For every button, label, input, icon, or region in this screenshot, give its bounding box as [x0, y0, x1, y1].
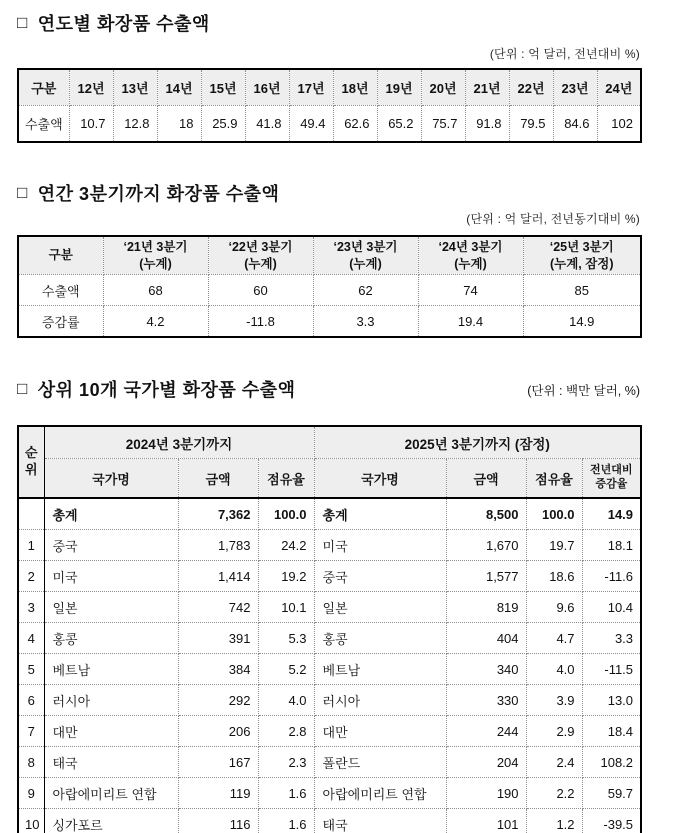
yoy-change: 59.7: [582, 778, 641, 809]
country-2025: 러시아: [314, 685, 446, 716]
yoy-change: -39.5: [582, 809, 641, 833]
amount-2024: 1,414: [178, 561, 258, 592]
share-2025: 4.0: [526, 654, 582, 685]
amount-2025: 1,577: [446, 561, 526, 592]
share-2024: 2.3: [258, 747, 314, 778]
col-header: 23년: [553, 69, 597, 106]
export-value: 62.6: [333, 106, 377, 143]
section-top10-countries: [17, 376, 640, 833]
square-bullet-icon: □: [17, 182, 28, 202]
section1-title: 연도별 화장품 수출액: [37, 14, 210, 34]
amount-2025: 340: [446, 654, 526, 685]
col-header-line1: ‘23년 3분기: [333, 240, 398, 255]
row-label: 수출액: [18, 275, 103, 306]
amount-2025: 244: [446, 716, 526, 747]
share-2025: 3.9: [526, 685, 582, 716]
section1-unit-note: (단위 : 억 달러, 전년대비 %): [489, 47, 640, 61]
share-2024: 24.2: [258, 530, 314, 561]
table-row: [18, 778, 641, 809]
share-2025: 18.6: [526, 561, 582, 592]
section3-title-row: [17, 376, 640, 402]
share-2025: 100.0: [526, 498, 582, 530]
export-value: 10.7: [69, 106, 113, 143]
rank-cell: 8: [18, 747, 44, 778]
col-header: 21년: [465, 69, 509, 106]
amount-2025: 404: [446, 623, 526, 654]
country-2024: 중국: [44, 530, 178, 561]
col-header: 19년: [377, 69, 421, 106]
country-2025: 총계: [314, 498, 446, 530]
col-header: 14년: [157, 69, 201, 106]
amount-2024: 1,783: [178, 530, 258, 561]
export-value: 75.7: [421, 106, 465, 143]
col-header: 16년: [245, 69, 289, 106]
q3-header-row: [18, 236, 641, 275]
section2-title-row: [17, 180, 640, 206]
col-header: [208, 236, 313, 275]
export-value: 85: [523, 275, 641, 306]
share-2024: 10.1: [258, 592, 314, 623]
export-value: 12.8: [113, 106, 157, 143]
rank-cell: 4: [18, 623, 44, 654]
export-value: 91.8: [465, 106, 509, 143]
q3-cumulative-table: [17, 235, 642, 338]
yoy-header-line2: 증감율: [595, 478, 628, 490]
corner-header: 구분: [18, 236, 103, 275]
share-2025: 1.2: [526, 809, 582, 833]
export-value: 74: [418, 275, 523, 306]
col-header: 24년: [597, 69, 641, 106]
yoy-change: 10.4: [582, 592, 641, 623]
export-value: 68: [103, 275, 208, 306]
section2-unit-note: (단위 : 억 달러, 전년동기대비 %): [466, 212, 640, 226]
col-header-line1: ‘22년 3분기: [228, 240, 293, 255]
col-header: 12년: [69, 69, 113, 106]
annual-exports-table: [17, 68, 642, 143]
section3-title: 상위 10개 국가별 화장품 수출액: [37, 380, 296, 400]
col-header-yoy-change: [582, 459, 641, 499]
amount-2025: 819: [446, 592, 526, 623]
yoy-change: -11.6: [582, 561, 641, 592]
rank-cell: 7: [18, 716, 44, 747]
col-header: 17년: [289, 69, 333, 106]
col-header: 18년: [333, 69, 377, 106]
table-row: [18, 654, 641, 685]
group-header-2025: 2025년 3분기까지 (잠정): [314, 426, 641, 459]
amount-2024: 391: [178, 623, 258, 654]
section-annual-exports: [17, 10, 640, 143]
yoy-change: 3.3: [582, 623, 641, 654]
share-2024: 2.8: [258, 716, 314, 747]
q3-export-row: [18, 275, 641, 306]
amount-2024: 167: [178, 747, 258, 778]
square-bullet-icon: □: [17, 378, 28, 398]
rank-header: [18, 426, 44, 498]
rank-header-line1: 순: [25, 445, 38, 461]
col-header-line2: (누계): [139, 256, 172, 271]
amount-2025: 1,670: [446, 530, 526, 561]
col-header-share-2025: 점유율: [526, 459, 582, 499]
top10-countries-table: [17, 425, 642, 833]
amount-2024: 206: [178, 716, 258, 747]
country-2024: 베트남: [44, 654, 178, 685]
group-header-2024: 2024년 3분기까지: [44, 426, 314, 459]
share-2024: 1.6: [258, 809, 314, 833]
change-value: 19.4: [418, 306, 523, 338]
country-2025: 베트남: [314, 654, 446, 685]
rank-header-line2: 위: [25, 462, 38, 477]
share-2025: 19.7: [526, 530, 582, 561]
table-row: [18, 809, 641, 833]
col-header-line1: ‘21년 3분기: [123, 240, 188, 255]
share-2025: 2.9: [526, 716, 582, 747]
col-header: 구분: [18, 69, 69, 106]
export-value: 49.4: [289, 106, 333, 143]
col-header: [313, 236, 418, 275]
section-q3-cumulative-exports: [17, 180, 640, 338]
country-2025: 미국: [314, 530, 446, 561]
col-header: 20년: [421, 69, 465, 106]
country-2024: 러시아: [44, 685, 178, 716]
amount-2024: 116: [178, 809, 258, 833]
country-2025: 아랍에미리트 연합: [314, 778, 446, 809]
country-2025: 중국: [314, 561, 446, 592]
col-header-line2: (누계): [349, 256, 382, 271]
amount-2025: 8,500: [446, 498, 526, 530]
col-header: 13년: [113, 69, 157, 106]
col-header-line2: (누계, 잠정): [549, 256, 614, 271]
amount-2024: 292: [178, 685, 258, 716]
yoy-change: 18.4: [582, 716, 641, 747]
change-value: 14.9: [523, 306, 641, 338]
change-value: 4.2: [103, 306, 208, 338]
col-header: [523, 236, 641, 275]
change-value: 3.3: [313, 306, 418, 338]
share-2024: 1.6: [258, 778, 314, 809]
country-2024: 태국: [44, 747, 178, 778]
rank-cell: 9: [18, 778, 44, 809]
square-bullet-icon: □: [17, 12, 28, 32]
export-value: 84.6: [553, 106, 597, 143]
share-2024: 4.0: [258, 685, 314, 716]
yoy-change: 14.9: [582, 498, 641, 530]
rank-cell: 6: [18, 685, 44, 716]
col-header: 15년: [201, 69, 245, 106]
share-2025: 4.7: [526, 623, 582, 654]
rank-cell: 2: [18, 561, 44, 592]
group-header-row: [18, 426, 641, 459]
amount-2024: 384: [178, 654, 258, 685]
col-header-country-2024: 국가명: [44, 459, 178, 499]
country-2025: 홍콩: [314, 623, 446, 654]
yoy-change: -11.5: [582, 654, 641, 685]
amount-2024: 7,362: [178, 498, 258, 530]
country-2025: 폴란드: [314, 747, 446, 778]
country-2024: 일본: [44, 592, 178, 623]
col-header-line1: ‘25년 3분기: [549, 240, 614, 255]
yoy-header-line1: 전년대비: [590, 464, 633, 477]
section1-title-row: [17, 10, 640, 36]
rank-cell: 3: [18, 592, 44, 623]
col-header-amount-2025: 금액: [446, 459, 526, 499]
table-row: [18, 592, 641, 623]
export-value: 79.5: [509, 106, 553, 143]
col-header-country-2025: 국가명: [314, 459, 446, 499]
amount-2024: 119: [178, 778, 258, 809]
export-value: 41.8: [245, 106, 289, 143]
sub-header-row: [18, 459, 641, 499]
rank-cell: 5: [18, 654, 44, 685]
col-header-share-2024: 점유율: [258, 459, 314, 499]
annual-value-row: [18, 106, 641, 143]
yoy-change: 18.1: [582, 530, 641, 561]
table-row: [18, 530, 641, 561]
table-row: [18, 747, 641, 778]
share-2025: 2.2: [526, 778, 582, 809]
rank-cell: 10: [18, 809, 44, 833]
export-value: 18: [157, 106, 201, 143]
rank-cell: [18, 498, 44, 530]
export-value: 102: [597, 106, 641, 143]
country-2024: 대만: [44, 716, 178, 747]
country-2024: 아랍에미리트 연합: [44, 778, 178, 809]
table-row: [18, 685, 641, 716]
change-value: -11.8: [208, 306, 313, 338]
country-2024: 총계: [44, 498, 178, 530]
share-2024: 5.2: [258, 654, 314, 685]
section2-title: 연간 3분기까지 화장품 수출액: [37, 184, 280, 204]
yoy-change: 13.0: [582, 685, 641, 716]
country-2025: 태국: [314, 809, 446, 833]
amount-2025: 330: [446, 685, 526, 716]
yoy-change: 108.2: [582, 747, 641, 778]
export-value: 65.2: [377, 106, 421, 143]
row-label: 증감률: [18, 306, 103, 338]
share-2025: 2.4: [526, 747, 582, 778]
country-2024: 홍콩: [44, 623, 178, 654]
col-header-line2: (누계): [454, 256, 487, 271]
export-value: 60: [208, 275, 313, 306]
share-2024: 5.3: [258, 623, 314, 654]
col-header: [418, 236, 523, 275]
annual-header-row: [18, 69, 641, 106]
amount-2025: 101: [446, 809, 526, 833]
share-2025: 9.6: [526, 592, 582, 623]
q3-change-row: [18, 306, 641, 338]
row-label: 수출액: [18, 106, 69, 143]
amount-2024: 742: [178, 592, 258, 623]
col-header-line2: (누계): [244, 256, 277, 271]
table-row: [18, 623, 641, 654]
country-2025: 대만: [314, 716, 446, 747]
col-header-amount-2024: 금액: [178, 459, 258, 499]
section3-unit-note: (단위 : 백만 달러, %): [527, 383, 640, 398]
country-2024: 미국: [44, 561, 178, 592]
col-header-line1: ‘24년 3분기: [438, 240, 503, 255]
share-2024: 100.0: [258, 498, 314, 530]
share-2024: 19.2: [258, 561, 314, 592]
rank-cell: 1: [18, 530, 44, 561]
section3-title-wrap: [17, 376, 295, 402]
country-2025: 일본: [314, 592, 446, 623]
amount-2025: 204: [446, 747, 526, 778]
col-header: [103, 236, 208, 275]
table-row: [18, 716, 641, 747]
table-row-total: [18, 498, 641, 530]
country-2024: 싱가포르: [44, 809, 178, 833]
export-value: 25.9: [201, 106, 245, 143]
table-row: [18, 561, 641, 592]
col-header: 22년: [509, 69, 553, 106]
amount-2025: 190: [446, 778, 526, 809]
export-value: 62: [313, 275, 418, 306]
